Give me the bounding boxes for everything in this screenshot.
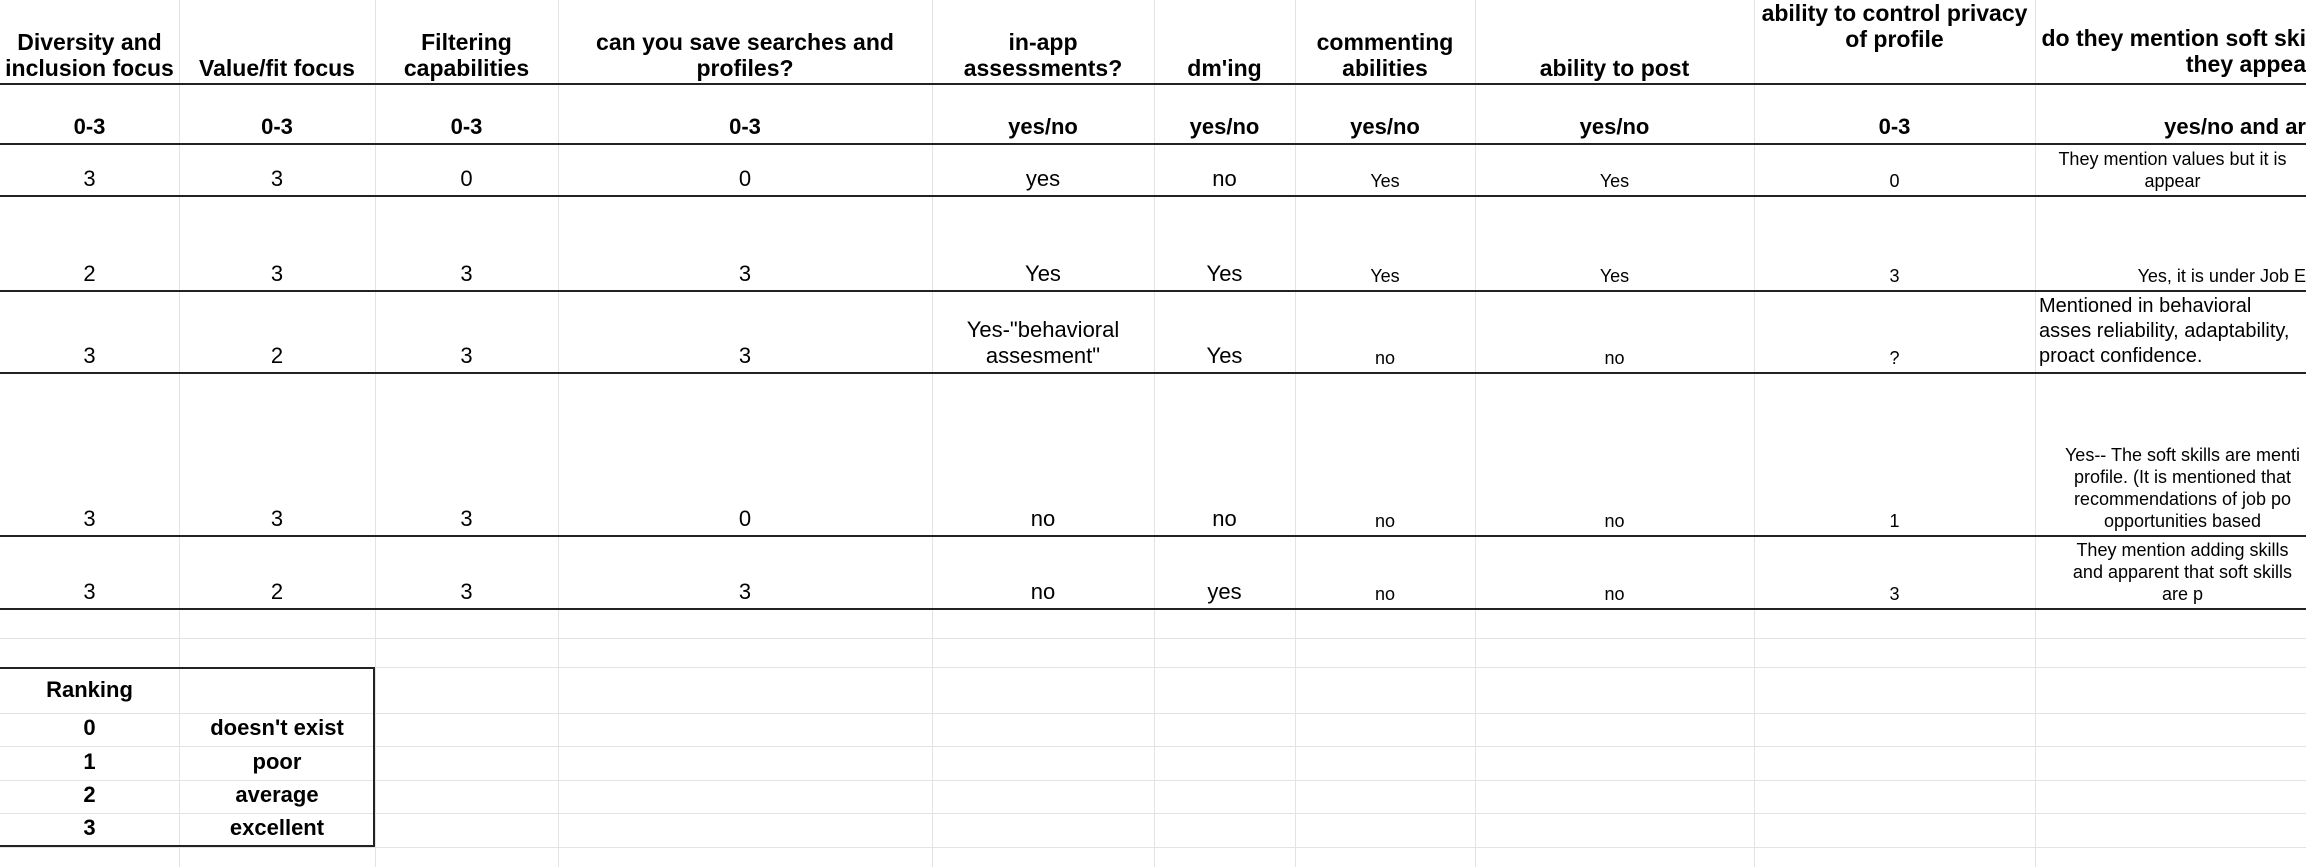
table-cell[interactable]: Yes-- The soft skills are menti profile. (It is mentioned that recommendations of job po opportunities based — [2064, 445, 2301, 531]
table-cell[interactable]: Yes — [1599, 266, 1630, 286]
table-cell[interactable]: 3 — [738, 261, 752, 286]
table-cell[interactable]: 3 — [270, 506, 284, 531]
scale-cell[interactable]: yes/no — [1579, 114, 1650, 139]
legend-value[interactable]: 3 — [83, 815, 96, 840]
table-cell[interactable]: 3 — [460, 261, 473, 286]
table-cell[interactable]: Yes-"behavioral assesment" — [966, 317, 1120, 368]
table-cell[interactable]: 3 — [1889, 266, 1900, 286]
header-cell[interactable]: dm'ing — [1187, 55, 1262, 81]
table-cell[interactable]: no — [1374, 511, 1396, 531]
table-cell[interactable]: no — [1030, 506, 1056, 531]
header-cell[interactable]: in-app assessments? — [963, 29, 1123, 81]
scale-cell[interactable]: 0-3 — [1878, 114, 1911, 139]
table-cell[interactable]: Yes — [1206, 343, 1243, 368]
legend-value[interactable]: 1 — [83, 748, 96, 774]
table-cell[interactable]: 3 — [83, 506, 96, 531]
table-cell[interactable]: They mention adding skills and apparent that soft skills are p — [2072, 540, 2293, 604]
table-cell[interactable]: no — [1374, 348, 1396, 368]
table-cell[interactable]: no — [1604, 348, 1625, 368]
legend-label[interactable]: poor — [252, 748, 302, 774]
table-cell[interactable]: 1 — [1889, 511, 1900, 531]
table-cell[interactable]: 3 — [270, 261, 284, 286]
header-cell[interactable]: ability to control privacy of profile — [1761, 0, 2028, 52]
table-cell[interactable]: 3 — [83, 166, 96, 191]
table-cell[interactable]: 3 — [460, 579, 473, 604]
table-cell[interactable]: 3 — [83, 579, 96, 604]
header-cell[interactable]: can you save searches and profiles? — [596, 29, 894, 81]
table-cell[interactable]: 3 — [460, 506, 473, 531]
table-cell[interactable]: no — [1604, 584, 1625, 604]
table-cell[interactable]: 2 — [270, 579, 284, 604]
header-cell[interactable]: ability to post — [1539, 55, 1690, 81]
table-cell[interactable]: 3 — [460, 343, 473, 368]
table-cell[interactable]: no — [1374, 584, 1396, 604]
table-cell[interactable]: Yes — [1370, 266, 1400, 286]
legend-value[interactable]: 0 — [83, 715, 96, 740]
header-cell[interactable]: commenting abilities — [1316, 29, 1454, 81]
table-cell[interactable]: 3 — [738, 579, 752, 604]
scale-cell[interactable]: yes/no and ar — [2164, 114, 2306, 139]
table-cell[interactable]: no — [1604, 511, 1625, 531]
table-cell[interactable]: Yes, it is under Job E — [2137, 266, 2306, 286]
table-cell[interactable]: 0 — [738, 166, 752, 191]
table-cell[interactable]: 3 — [1889, 584, 1900, 604]
scale-cell[interactable]: yes/no — [1350, 114, 1420, 139]
table-cell[interactable]: 2 — [83, 261, 96, 286]
header-cell[interactable]: Filtering capabilities — [403, 29, 530, 81]
table-cell[interactable]: Yes — [1370, 171, 1400, 191]
table-cell[interactable]: ? — [1889, 348, 1900, 368]
legend-value[interactable]: 2 — [83, 782, 96, 807]
legend-label[interactable]: average — [235, 782, 319, 807]
table-cell[interactable]: no — [1030, 579, 1056, 604]
scale-cell[interactable]: yes/no — [1189, 114, 1260, 139]
table-cell[interactable]: 2 — [270, 343, 284, 368]
header-cell[interactable]: do they mention soft ski they appea — [2041, 24, 2306, 77]
table-cell[interactable]: They mention values but it is appear — [2058, 149, 2287, 191]
table-cell[interactable]: Yes — [1206, 261, 1243, 286]
table-cell[interactable]: 0 — [460, 166, 473, 191]
table-cell[interactable]: no — [1212, 506, 1237, 531]
table-cell[interactable]: Yes — [1025, 261, 1061, 286]
legend-title[interactable]: Ranking — [46, 676, 133, 702]
table-cell[interactable]: Mentioned in behavioral asses reliability, adaptability, proact confidence. — [2039, 295, 2290, 367]
header-cell[interactable]: Value/fit focus — [199, 55, 355, 81]
scale-cell[interactable]: 0-3 — [450, 114, 483, 139]
table-cell[interactable]: yes — [1207, 579, 1242, 604]
table-cell[interactable]: Yes — [1599, 171, 1630, 191]
table-cell[interactable]: 3 — [270, 166, 284, 191]
table-cell[interactable]: 0 — [738, 506, 752, 531]
scale-cell[interactable]: 0-3 — [73, 114, 106, 139]
table-cell[interactable]: yes — [1025, 166, 1061, 191]
header-cell[interactable]: Diversity and inclusion focus — [5, 29, 174, 81]
scale-cell[interactable]: 0-3 — [729, 114, 761, 139]
table-cell[interactable]: 3 — [83, 343, 96, 368]
table-cell[interactable]: 3 — [738, 343, 752, 368]
legend-label[interactable]: doesn't exist — [210, 715, 344, 740]
scale-cell[interactable]: yes/no — [1008, 114, 1078, 139]
table-cell[interactable]: no — [1212, 166, 1237, 191]
scale-cell[interactable]: 0-3 — [261, 114, 293, 139]
legend-label[interactable]: excellent — [229, 815, 325, 840]
table-cell[interactable]: 0 — [1889, 171, 1900, 191]
